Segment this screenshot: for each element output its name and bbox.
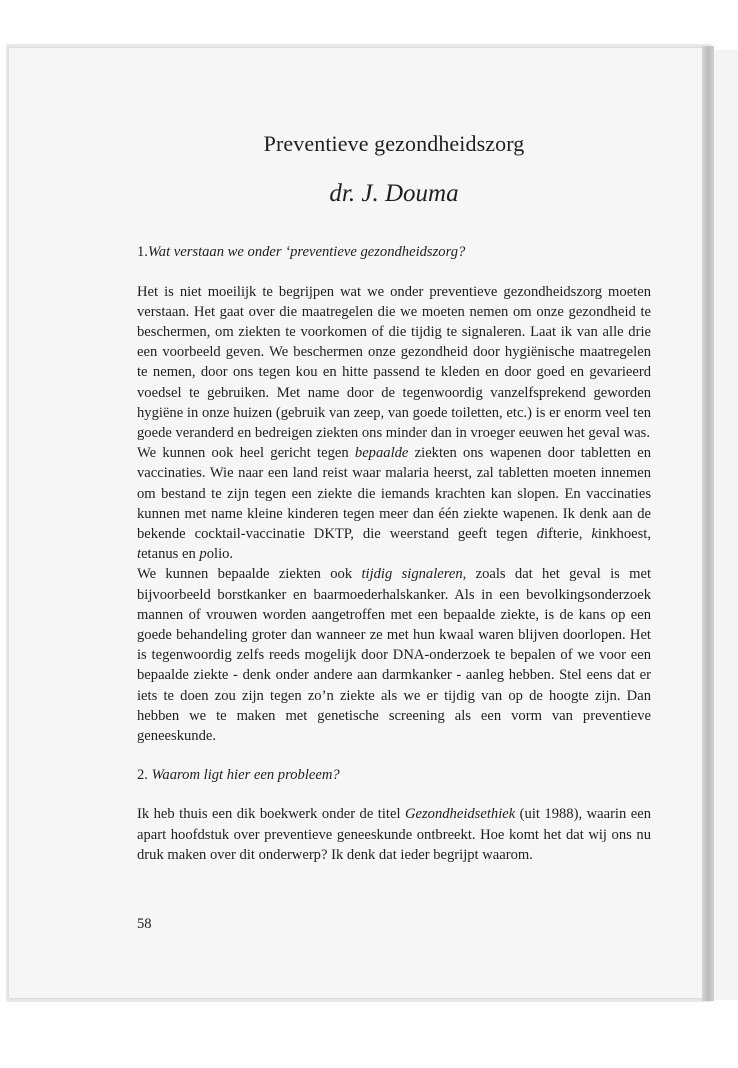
section-2-heading: [137, 765, 651, 785]
dktp-d: d: [536, 526, 544, 543]
paragraph-1: Het is niet moeilijk te begrijpen wat we onder preventieve gezondheidszorg moeten verstaan. Het gaat over die maatregelen die we moeten nemen om onze gezondheid te beschermen, om ziekten te voorkomen of die tijdig te signaleren. Laat ik van alle drie een voorbeeld geven. We beschermen onze gezondheid door hygiënische maatregelen te nemen, door ons tegen kou en hitte passend te kleden en door goed en gevarieerd voedsel te gebruiken. Met name door de tegenwoordig vanzelfsprekend geworden hygiëne in onze huizen (gebruik van zeep, van goede toiletten, etc.) is er enorm veel ten goede veranderd en bedreigen ziekten ons minder dan in vroeger eeuwen het geval was.: [137, 283, 651, 442]
paragraph-4-text-a: Ik heb thuis een dik boekwerk onder de titel: [137, 806, 405, 823]
section-1-heading: [137, 242, 651, 262]
section-2-number: 2.: [137, 767, 148, 784]
dktp-t-rest: etanus en: [141, 546, 200, 563]
dktp-t: t: [137, 546, 142, 563]
paragraph-2-text-a: We kunnen ook heel gericht tegen: [137, 445, 355, 462]
section-1-title: Wat verstaan we onder ‘preventieve gezondheidszorg?: [147, 244, 466, 261]
paragraph-3-text-b: , zoals dat het geval is met bijvoorbeeld borstkanker en baarmoederhalskanker. Als in een bevolkingsonderzoek mannen of vrouwen worden aangetroffen met een bepaalde ziekte, is de kans op een goede behandeling groter dan wanneer ze met hun kwaal waren blijven doorlopen. Het is tegenwoordig zelfs reeds mogelijk door DNA-onderzoek te bepalen of we voor een bepaalde ziekte - denk onder andere aan darmkanker - aanleg hebben. Stel eens dat er iets te doen zou zijn tegen zo’n ziekte als we er tijdig van op de hoogte zijn. Dan hebben we te maken met genetische screening als een vorm van preventieve geneeskunde.: [137, 566, 652, 745]
page-edge: [714, 50, 738, 1000]
article-title: Preventieve gezondheidszorg: [263, 131, 525, 156]
section-2-title: Waarom ligt hier een probleem?: [151, 767, 340, 784]
dktp-p: p: [199, 546, 207, 563]
article-author: dr. J. Douma: [329, 180, 459, 208]
section-1-number: 1.: [137, 244, 148, 261]
page-content: [137, 128, 651, 865]
book-spine: [702, 46, 714, 1001]
paragraph-4-text-b: (uit 1988), waarin een apart hoofdstuk over preventieve geneeskunde ontbreekt. Hoe komt het dat wij ons nu druk maken over dit onderwerp? Ik denk dat ieder begrijpt waarom.: [137, 806, 651, 863]
paragraph-4-emphasis: Gezondheidsethiek: [404, 806, 516, 823]
dktp-k: k: [591, 526, 598, 543]
paragraph-2: [137, 443, 651, 564]
paragraph-2-text-b: ziekten ons wapenen door tabletten en vaccinaties. Wie naar een land reist waar malaria heerst, zal tabletten moeten innemen om bestand te zijn tegen een ziekte die iemands krachten kan slopen. En vaccinaties kunnen met name kleine kinderen tegen meer dan één ziekte wapenen. Ik denk aan de bekende cocktail-vaccinatie DKTP, die weerstand geeft tegen: [137, 445, 651, 543]
dktp-k-rest: inkhoest,: [597, 526, 652, 543]
paragraph-3-emphasis: tijdig signaleren: [361, 566, 463, 583]
paragraph-3-text-a: We kunnen bepaalde ziekten ook: [137, 566, 362, 583]
paragraph-3: [137, 564, 651, 746]
dktp-d-rest: ifterie,: [543, 526, 592, 543]
paragraph-2-emphasis: bepaalde: [354, 445, 409, 462]
page-number: 58: [137, 916, 152, 932]
dktp-p-rest: olio.: [206, 546, 234, 563]
paragraph-4: [137, 804, 651, 865]
